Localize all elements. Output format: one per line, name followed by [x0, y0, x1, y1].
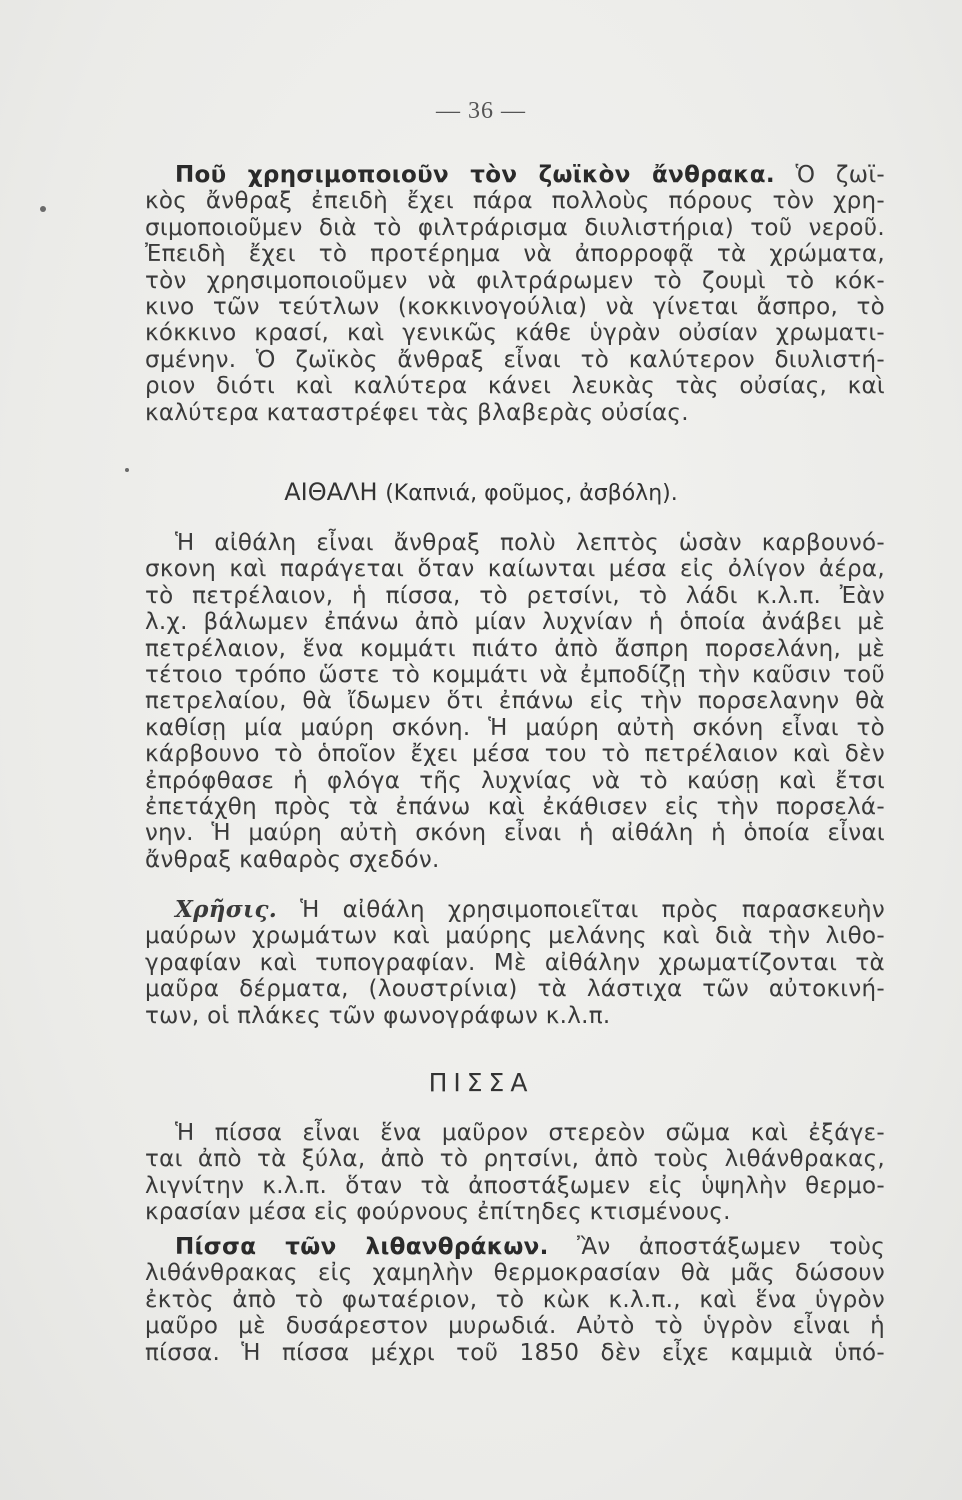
margin-mark: [125, 468, 129, 472]
text-line: ἄνθραξ καθαρὸς σχεδόν.: [145, 846, 440, 873]
paragraph-pissa-lithanthrakon: [145, 1234, 885, 1366]
text-line: λιγνίτην κ.λ.π. ὅταν τὰ ἀποστάξωμεν εἰς ὑψηλὴν θερμο-: [145, 1172, 885, 1199]
text-line: γραφίαν καὶ τυπογραφίαν. Μὲ αἰθάλην χρωματίζονται τὰ: [145, 949, 885, 976]
heading-pissa: ΠΙΣΣΑ: [428, 1068, 534, 1097]
paragraph-aithali: [145, 530, 885, 873]
text-line: τὸ πετρέλαιον, ἡ πίσσα, τὸ ρετσίνι, τὸ λάδι κ.λ.π. Ἐὰν: [145, 582, 885, 609]
text-line: τέτοιο τρόπο ὥστε τὸ κομμάτι νὰ ἐμποδίζῃ τὴν καῦσιν τοῦ: [145, 661, 885, 688]
text-line: Πίσσα τῶν λιθανθράκων. Ἂν ἀποστάξωμεν τοὺς: [175, 1234, 885, 1260]
margin-mark: [40, 206, 46, 212]
paragraph-chrisis: [145, 897, 885, 1029]
text-line: νην. Ἡ μαύρη αὐτὴ σκόνη εἶναι ἡ αἰθάλη ἡ ὁποία εἶναι: [145, 820, 885, 847]
text-line: πίσσα. Ἡ πίσσα μέχρι τοῦ 1850 δὲν εἶχε καμμιὰ ὑπό-: [145, 1339, 885, 1366]
text-line: ριον διότι καὶ καλύτερα κάνει λευκὰς τὰς οὐσίας, καὶ: [145, 373, 885, 400]
text-line: σμένην. Ὁ ζωϊκὸς ἄνθραξ εἶναι τὸ καλύτερον διυλιστή-: [145, 346, 885, 373]
paragraph-pissa: [145, 1120, 885, 1226]
text-line: Χρῆσις. Ἡ αἰθάλη χρησιμοποιεῖται πρὸς παρασκευὴν: [175, 896, 885, 923]
text-line: κινο τῶν τεύτλων (κοκκινογούλια) νὰ γίνεται ἄσπρο, τὸ: [145, 293, 885, 320]
text-line: καλύτερα καταστρέφει τὰς βλαβερὰς οὐσίας.: [145, 399, 689, 426]
text-line: κόκκινο κρασί, καὶ γενικῶς κάθε ὑγρὰν οὐσίαν χρωματι-: [145, 320, 885, 347]
text-line: ἐκτὸς ἀπὸ τὸ φωταέριον, τὸ κὼκ κ.λ.π., καὶ ἕνα ὑγρὸν: [145, 1286, 885, 1313]
text-line: ται ἀπὸ τὰ ξύλα, ἀπὸ τὸ ρητσίνι, ἀπὸ τοὺς λιθάνθρακας,: [145, 1146, 885, 1173]
text-line: ἐπρόφθασε ἡ φλόγα τῆς λυχνίας νὰ τὸ καύσῃ καὶ ἔτσι: [145, 767, 885, 794]
page-number: — 36 —: [436, 98, 526, 124]
text-line: πετρέλαιον, ἕνα κομμάτι πιάτο ἀπὸ ἄσπρη πορσελάνη, μὲ: [145, 635, 885, 662]
text-line: λ.χ. βάλωμεν ἐπάνω ἀπὸ μίαν λυχνίαν ἡ ὁποία ἀνάβει μὲ: [145, 609, 885, 636]
section-lead: Πίσσα τῶν λιθανθράκων.: [175, 1234, 549, 1260]
text-line: κρασίαν μέσα εἰς φούρνους ἐπίτηδες κτισμένους.: [145, 1199, 731, 1226]
text-line: Ποῦ χρησιμοποιοῦν τὸν ζωϊκὸν ἄνθρακα. Ὁ ζωϊ-: [175, 162, 885, 188]
text-line: σκονη καὶ παράγεται ὅταν καίωνται μέσα εἰς ὀλίγον ἀέρα,: [145, 556, 885, 583]
text-line: κὸς ἄνθραξ ἐπειδὴ ἔχει πάρα πολλοὺς πόρους τὸν χρη-: [145, 188, 885, 215]
text-line: μαύρων χρωμάτων καὶ μαύρης μελάνης καὶ διὰ τὴν λιθο-: [145, 923, 885, 950]
text-line: ἐπετάχθη πρὸς τὰ ἐπάνω καὶ ἐκάθισεν εἰς τὴν πορσελά-: [145, 793, 885, 820]
text-line: μαῦρο μὲ δυσάρεστον μυρωδιά. Αὐτὸ τὸ ὑγρὸν εἶναι ἡ: [145, 1313, 885, 1340]
text-line: Ἐπειδὴ ἔχει τὸ προτέρημα νὰ ἀπορροφᾷ τὰ χρώματα,: [145, 241, 885, 268]
text-line: μαῦρα δέρματα, (λουστρίνια) τὰ λάστιχα τῶν αὐτοκινή-: [145, 976, 885, 1003]
text-line: κάρβουνο τὸ ὁποῖον ἔχει μέσα του τὸ πετρέλαιον καὶ δὲν: [145, 741, 885, 768]
text-line: τὸν χρησιμοποιοῦμεν νὰ φιλτράρωμεν τὸ ζουμὶ τὸ κόκ-: [145, 267, 885, 294]
paragraph-zoikos-anthrax: [145, 162, 885, 426]
text-line: καθίσῃ μία μαύρη σκόνη. Ἡ μαύρη αὐτὴ σκόνη εἶναι τὸ: [145, 714, 885, 741]
heading-aithali: [0, 478, 962, 506]
text-line: λιθάνθρακας εἰς χαμηλὴν θερμοκρασίαν θὰ μᾶς δώσουν: [145, 1260, 885, 1287]
text-line: Ἡ αἰθάλη εἶναι ἄνθραξ πολὺ λεπτὸς ὡσὰν καρβουνό-: [175, 530, 885, 556]
heading-subtitle: (Καπνιά, φοῦμος, ἀσβόλη).: [385, 481, 678, 506]
text-line: σιμοποιοῦμεν διὰ τὸ φιλτράρισμα διυλιστήρια) τοῦ νεροῦ.: [145, 214, 885, 241]
text-line: Ἡ πίσσα εἶναι ἕνα μαῦρον στερεὸν σῶμα καὶ ἐξάγε-: [175, 1120, 885, 1146]
section-lead: Χρῆσις.: [175, 896, 278, 923]
heading-title: ΑΙΘΑΛΗ: [284, 478, 378, 506]
section-lead: Ποῦ χρησιμοποιοῦν τὸν ζωϊκὸν ἄνθρακα.: [175, 162, 775, 188]
text-line: πετρελαίου, θὰ ἴδωμεν ὅτι ἐπάνω εἰς τὴν πορσελανην θὰ: [145, 688, 885, 715]
text-line: των, οἱ πλάκες τῶν φωνογράφων κ.λ.π.: [145, 1002, 611, 1029]
